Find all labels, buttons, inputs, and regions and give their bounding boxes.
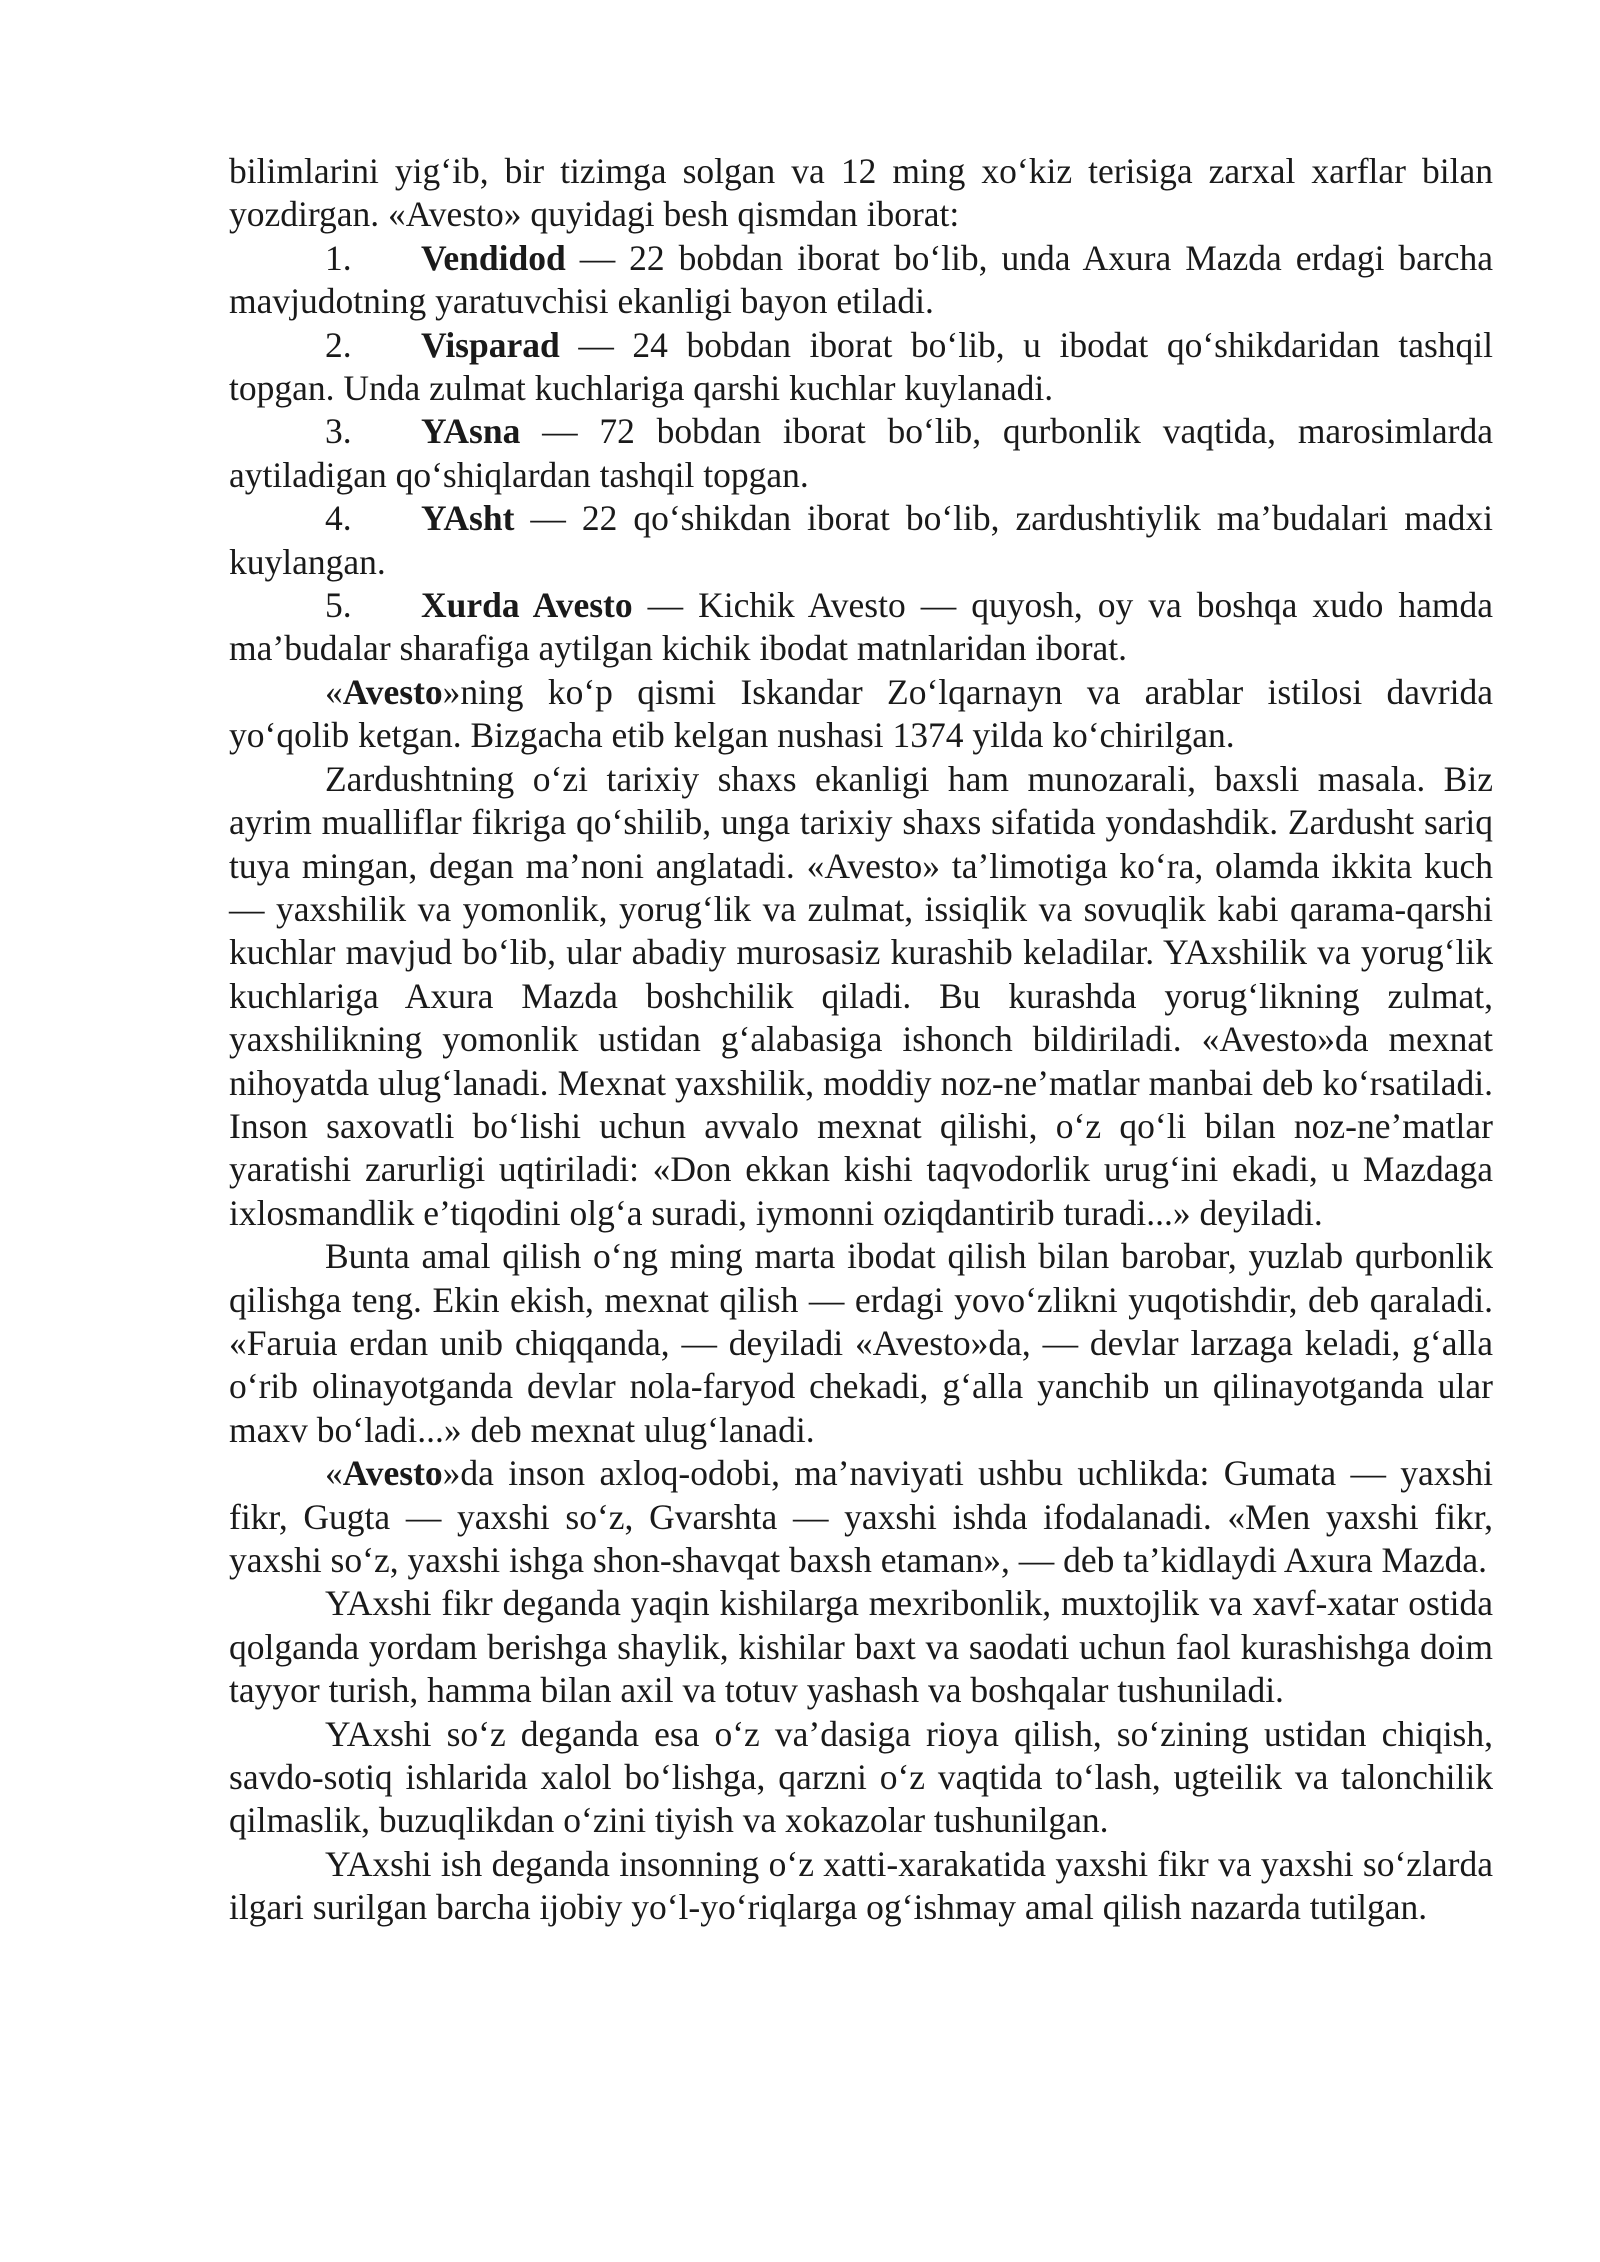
list-number: 5. xyxy=(325,585,352,626)
quote-mark: « xyxy=(325,671,343,712)
list-item xyxy=(229,584,1493,671)
axloq-paragraph xyxy=(229,1452,1493,1582)
list-item xyxy=(229,410,1493,497)
bold-term: Avesto xyxy=(342,671,443,712)
list-item-title: YAsht xyxy=(421,498,515,539)
yaxshi-soz-paragraph: YAxshi so‘z deganda esa o‘z va’dasiga rioya qilish, so‘zining ustidan chiqish, savdo-sotiq ishlarida xalol bo‘lishga, qarzni o‘z vaqtida to‘lash, ugteilik va talonchilik qilmaslik, buzuqlikdan o‘zini tiyish va xokazolar tushunilgan. xyxy=(229,1713,1493,1841)
list-item-title: Vendidod xyxy=(421,237,566,278)
zardusht-paragraph: Zardushtning o‘zi tarixiy shaxs ekanligi ham munozarali, baxsli masala. Biz ayrim mualliflar fikriga qo‘shilib, unga tarixiy shaxs sifatida yondashdik. Zardusht sariq tuya mingan, degan ma’noni anglatadi. «Avesto» ta’limotiga ko‘ra, olamda ikkita kuch — yaxshilik va yomonlik, yorug‘lik va zulmat, issiqlik va sovuqlik kabi qarama-qarshi kuchlar mavjud bo‘lib, ular abadiy murosasiz kurashib keladilar. YAxshilik va yorug‘lik kuchlariga Axura Mazda boshchilik qiladi. Bu kurashda yorug‘likning zulmat, yaxshilikning yomonlik ustidan g‘alabasiga ishonch bildiriladi. «Avesto»da mexnat nihoyatda ulug‘lanadi. Mexnat yaxshilik, moddiy noz-ne’matlar manbai deb ko‘rsatiladi. Inson saxovatli bo‘lishi uchun avvalo mexnat qilishi, o‘z qo‘li bilan noz-ne’matlar yaratishi zarurligi uqtiriladi: «Don ekkan kishi taqvodorlik urug‘ini ekadi, u Mazdaga ixlosmandlik e’tiqodini olg‘a suradi, iymonni oziqdantirib turadi...» deyiladi. xyxy=(229,758,1493,1233)
quote-mark: « xyxy=(325,1453,343,1494)
list-number: 3. xyxy=(325,411,352,452)
list-item-text: — 24 bobdan iborat bo‘lib, u ibodat qo‘shikdaridan tashqil topgan. Unda zulmat kuchlariga qarshi kuchlar kuylanadi. xyxy=(229,324,1493,409)
list-number: 1. xyxy=(325,237,352,278)
yaxshi-fikr-paragraph: YAxshi fikr deganda yaqin kishilarga mexribonlik, muxtojlik va xavf-xatar ostida qolganda yordam berishga shaylik, kishilar baxt va saodati uchun faol kurashishga doim tayyor turish, hamma bilan axil va totuv yashash va boshqalar tushuniladi. xyxy=(229,1583,1493,1711)
list-item-title: Visparad xyxy=(421,324,560,365)
list-item-text: — 72 bobdan iborat bo‘lib, qurbonlik vaqtida, marosimlarda aytiladigan qo‘shiqlardan tashqil topgan. xyxy=(229,411,1493,495)
paragraph-text: »da inson axloq-odobi, ma’naviyati ushbu uchlikda: Gumata — yaxshi fikr, Gugta — yaxshi so‘z, Gvarshta — yaxshi ishda ifodalanadi. «Men yaxshi fikr, yaxshi so‘z, yaxshi ishga shon-shavqat baxsh etaman», — deb ta’kidlaydi Axura Mazda. xyxy=(229,1453,1493,1580)
avesto-parts-list xyxy=(229,237,1493,671)
list-item xyxy=(229,237,1493,324)
document-page xyxy=(229,150,1493,1930)
list-item xyxy=(229,497,1493,584)
yaxshi-ish-paragraph: YAxshi ish deganda insonning o‘z xatti-xarakatida yaxshi fikr va yaxshi so‘zlarda ilgari surilgan barcha ijobiy yo‘l-yo‘riqlarga og‘ishmay amal qilish nazarda tutilgan. xyxy=(229,1843,1493,1928)
list-number: 4. xyxy=(325,498,352,539)
avesto-lost-paragraph xyxy=(229,671,1493,758)
list-item-title: YAsna xyxy=(421,411,521,452)
list-item-text: — 22 qo‘shikdan iborat bo‘lib, zardushtiylik ma’budalari madxi kuylangan. xyxy=(229,498,1493,582)
list-item-text: — Kichik Avesto — quyosh, oy va boshqa xudo hamda ma’budalar sharafiga aytilgan kichik ibodat matnlaridan iborat. xyxy=(229,585,1493,669)
intro-paragraph: bilimlarini yig‘ib, bir tizimga solgan va 12 ming xo‘kiz terisiga zarxal xarflar bilan yozdirgan. «Avesto» quyidagi besh qismdan iborat: xyxy=(229,151,1493,235)
bold-term: Avesto xyxy=(342,1453,443,1494)
list-item-text: — 22 bobdan iborat bo‘lib, unda Axura Mazda erdagi barcha mavjudotning yaratuvchisi ekanligi bayon etiladi. xyxy=(229,237,1493,322)
paragraph-text: »ning ko‘p qismi Iskandar Zo‘lqarnayn va arablar istilosi davrida yo‘qolib ketgan. Bizgacha etib kelgan nushasi 1374 yilda ko‘chirilgan. xyxy=(229,671,1493,756)
list-item-title: Xurda Avesto xyxy=(421,585,633,626)
list-number: 2. xyxy=(325,324,352,365)
list-item xyxy=(229,324,1493,411)
bunta-paragraph: Bunta amal qilish o‘ng ming marta ibodat qilish bilan barobar, yuzlab qurbonlik qilishga teng. Ekin ekish, mexnat qilish — erdagi yovo‘zlikni yuqotishdir, deb qaraladi. «Faruia erdan unib chiqqanda, — deyiladi «Avesto»da, — devlar larzaga keladi, g‘alla o‘rib olinayotganda devlar nola-faryod chekadi, g‘alla yanchib un qilinayotganda ular maxv bo‘ladi...» deb mexnat ulug‘lanadi. xyxy=(229,1236,1493,1450)
